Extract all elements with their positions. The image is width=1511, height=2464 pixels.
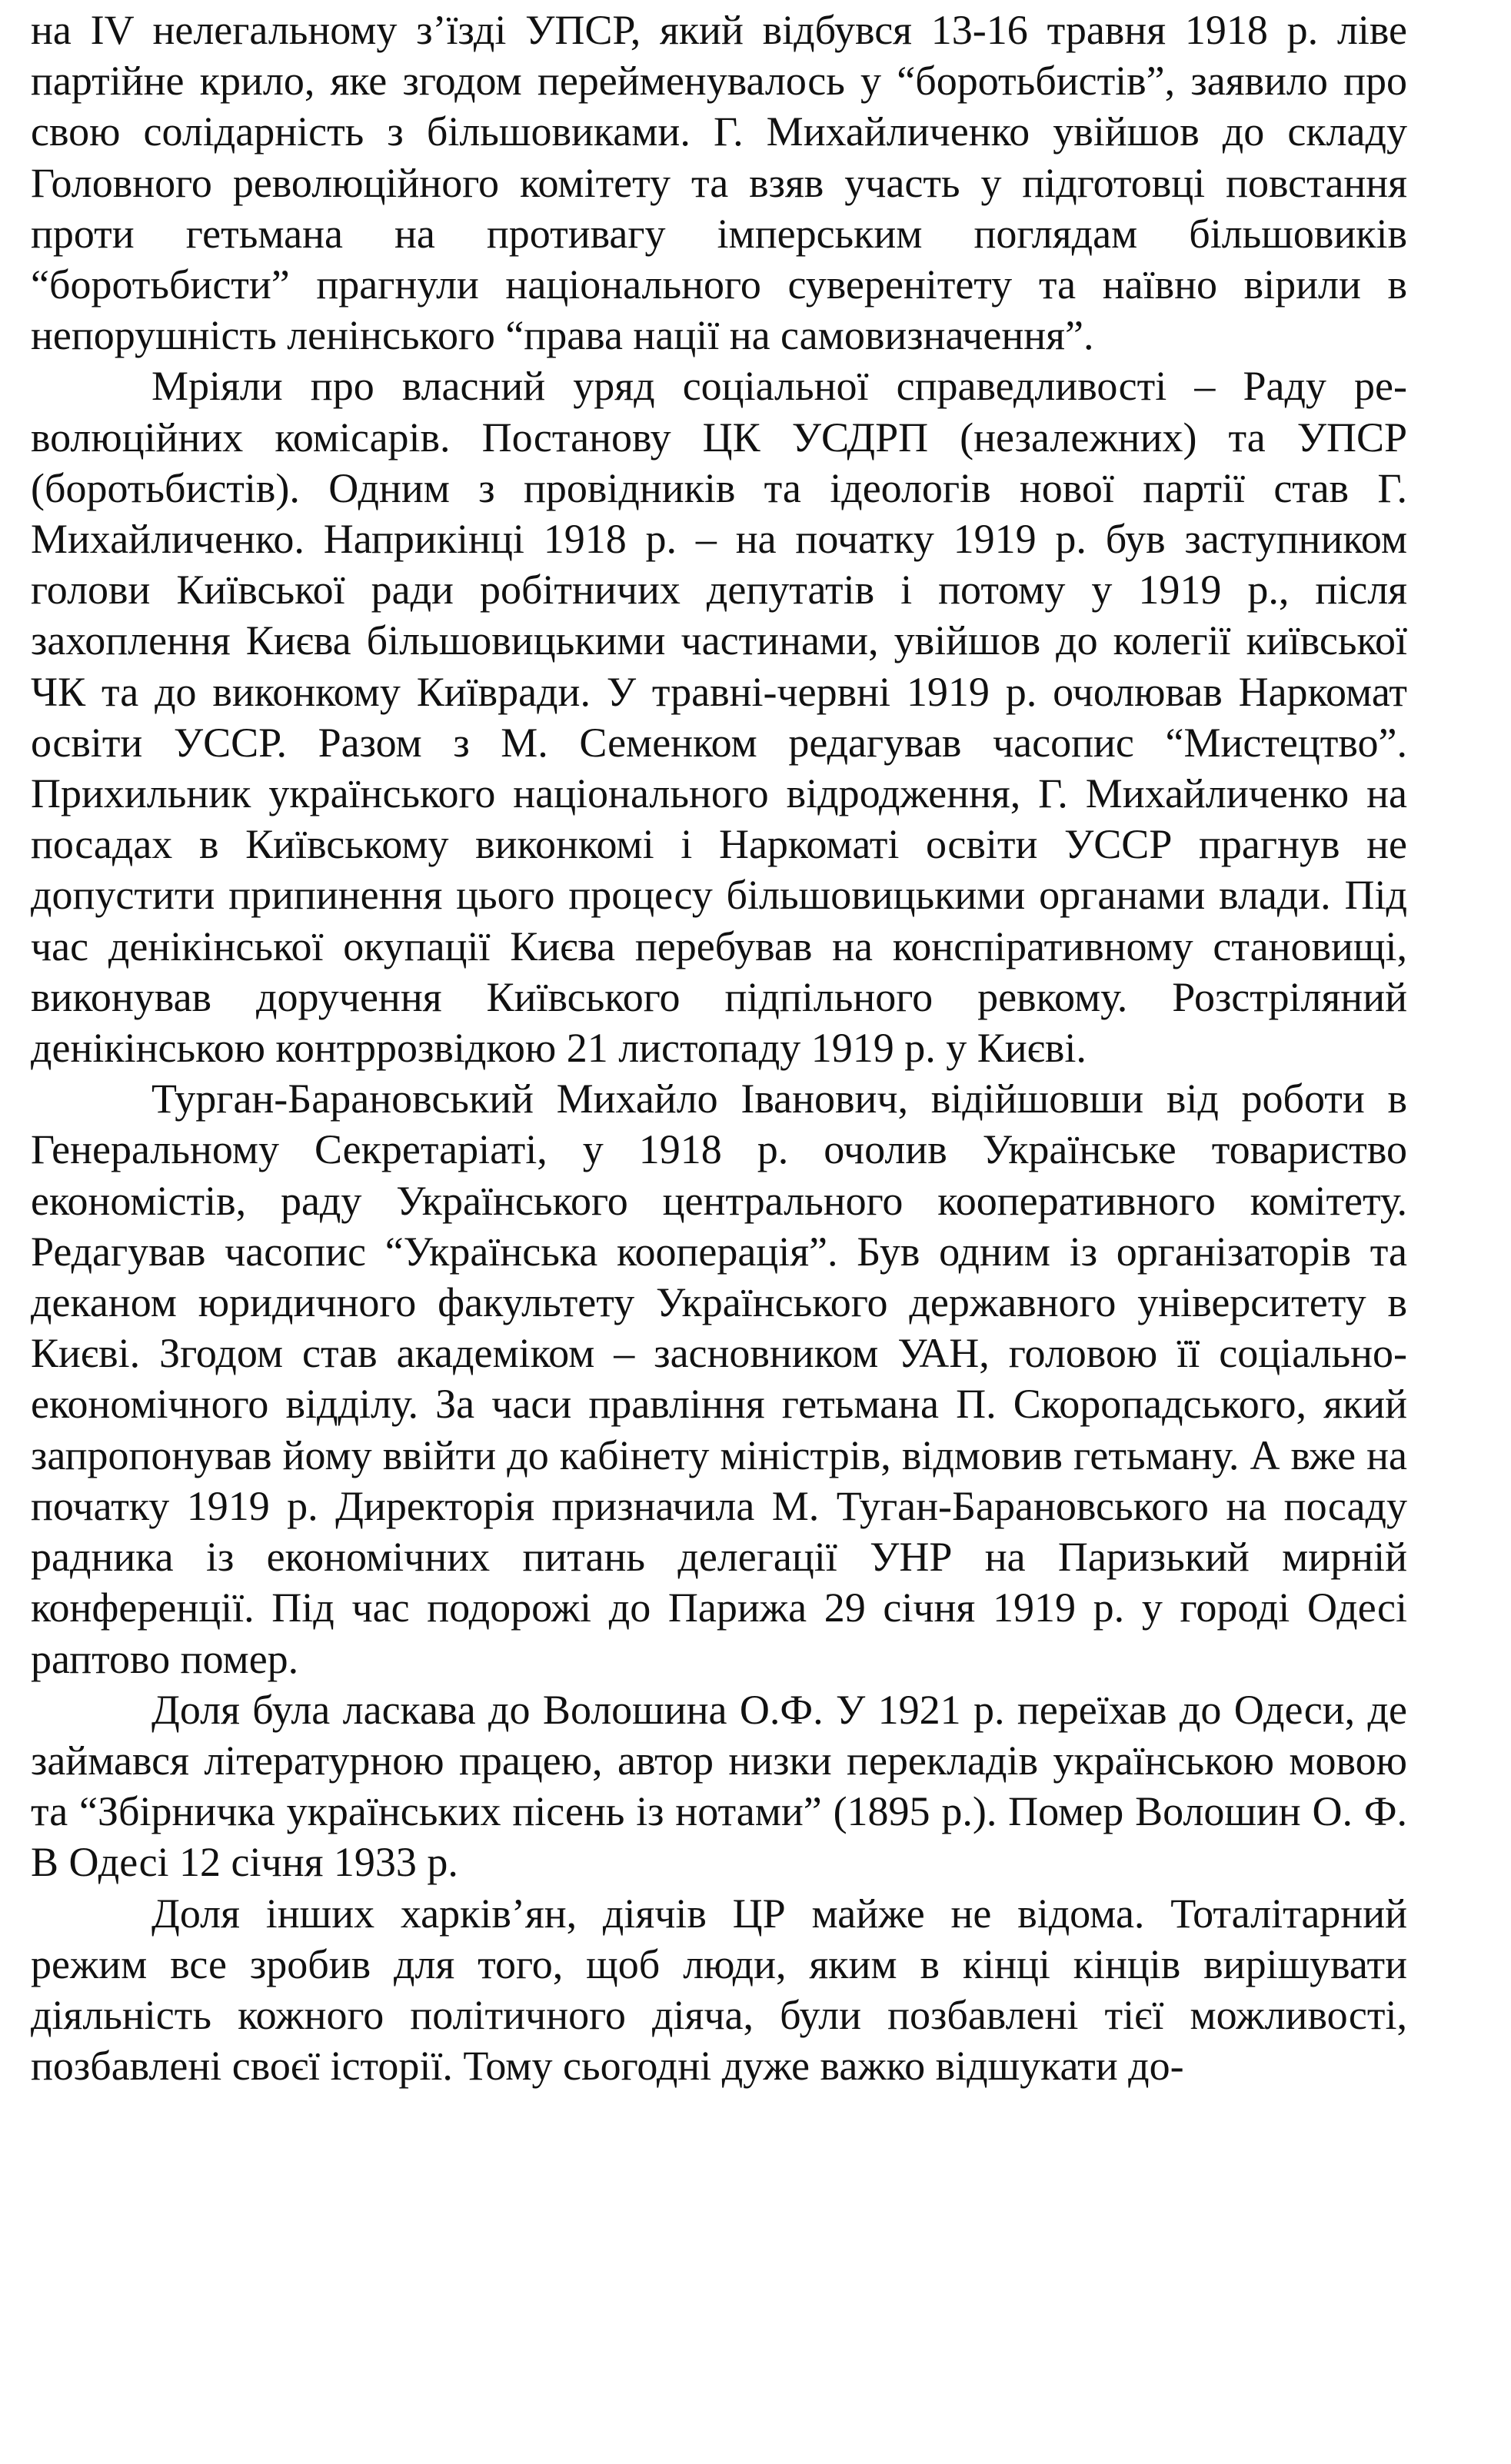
document-page (31, 0, 1407, 2091)
paragraph-voloshyn: Доля була ласкава до Волошина О.Ф. У 1921 р. переїхав до Одеси, де займався літературною працею, автор низки перекладів українською мовою та “Збірничка українських пісень із нотами” (1895 р.). Помер Волошин О. Ф. В Одесі 12 січня 1933 р. (31, 1686, 1407, 1886)
paragraph-mykhailychenko: Мріяли про власний уряд соціальної справедливості – Раду революційних комісарів. Постанову ЦК УСДРП (незалежних) та УПСР (боротьбистів). Одним з провідників та ідеологів нової партії став Г. Михайличенко. Наприкінці 1918 р. – на початку 1919 р. був заступником голови Київської ради робітничих депутатів і потому у 1919 р., після захоплення Києва більшовицькими частинами, увійшов до колегії київської ЧК та до виконкому Київради. У травні-червні 1919 р. очолював Наркомат освіти УССР. Разом з М. Семенком редагував часопис “Мистецтво”. Прихильник українського національного відродження, Г. Михайличенко на посадах в Київському виконкомі і Наркоматі освіти УССР прагнув не допустити припинення цього процесу більшовицькими органами влади. Під час денікінської окупації Києва перебував на конспіративному становищі, виконував доручення Київського підпільного ревкому. Розстріляний денікінською контррозвідкою 21 листопаду 1919 р. у Києві. (31, 363, 1407, 1072)
paragraph-continuation: на IV нелегальному з’їзді УПСР, який відбувся 13-16 травня 1918 р. ліве партійне крило, яке згодом перейменувалось у “боротьбистів”, заявило про свою солідарність з більшовиками. Г. Михайличенко увійшов до складу Головного революційного комітету та взяв участь у підготовці повстання проти гетьмана на противагу імперським поглядам більшовиків “боротьбисти” прагнули національного суверенітету та наївно вірили в непорушність ленінського “права нації на самовизначення”. (31, 7, 1407, 359)
paragraph-tugan-baranovsky: Турган-Барановський Михайло Іванович, відійшовши від роботи в Генеральному Секретаріаті, у 1918 р. очолив Українське товариство економістів, раду Українського центрального кооперативного комітету. Редагував часопис “Українська кооперація”. Був одним із організаторів та деканом юридичного факультету Українського державного університету в Києві. Згодом став академіком – засновником УАН, головою її соціально-економічного відділу. За часи правління гетьмана П. Скоропадського, який запропонував йому ввійти до кабінету міністрів, відмовив гетьману. А вже на початку 1919 р. Директорія призначила М. Туган-Барановського на посаду радника із економічних питань делегації УНР на Паризький мирній конференції. Під час подорожі до Парижа 29 січня 1919 р. у городі Одесі раптово помер. (31, 1076, 1407, 1682)
paragraph-fate-of-others: Доля інших харків’ян, діячів ЦР майже не відома. Тоталітарний режим все зробив для того, щоб люди, яким в кінці кінців вирішувати діяльність кожного політичного діяча, були позбавлені тієї можливості, позбавлені своєї історії. Тому сьогодні дуже важко відшукати до- (31, 1890, 1407, 2090)
